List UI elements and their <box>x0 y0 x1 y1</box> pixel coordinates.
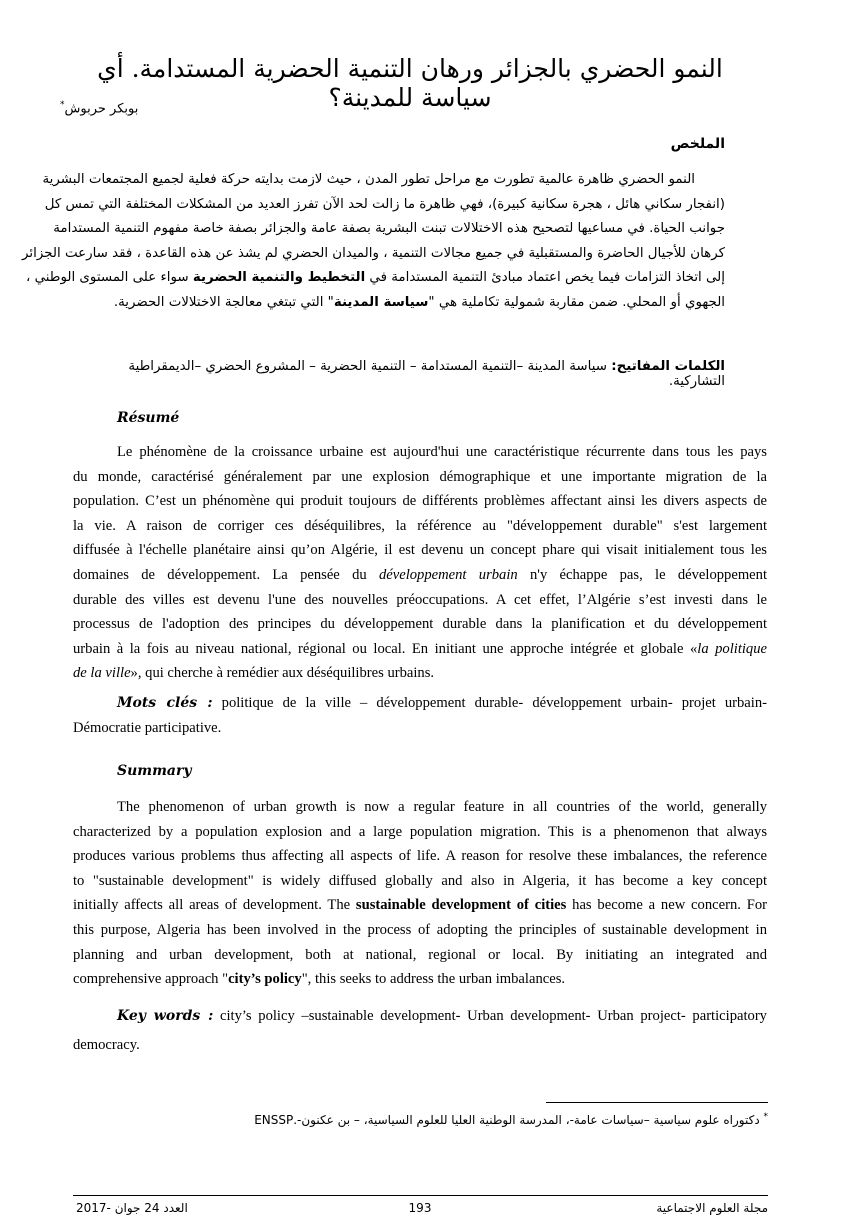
footer-issue: العدد 24 جوان -2017 <box>76 1201 188 1215</box>
author-name: بوبكر حربوش <box>64 101 139 117</box>
french-abstract-line: Le phénomène de la croissance urbaine est aujourd'hui une caractéristique récurrente dans tous les pays <box>117 444 767 460</box>
line-text: initially affects all areas of development. The <box>73 897 356 914</box>
arabic-abstract-heading: الملخص <box>670 136 725 152</box>
french-abstract-line: la vie. A raison de corriger ces déséquilibres, la référence au "développement durable" s'est largement <box>73 517 767 534</box>
arabic-keywords-label: الكلمات المفاتيح: <box>611 359 725 374</box>
bold-phrase: سياسة المدينة <box>333 294 429 310</box>
french-abstract-body <box>73 440 767 686</box>
french-keywords-line <box>73 691 767 716</box>
line-text: domaines de développement. La pensée du <box>73 566 379 583</box>
english-keywords-text: city’s policy –sustainable development- Urban development- Urban project- participatory <box>213 1008 767 1024</box>
author-line <box>60 100 138 116</box>
arabic-keywords-list: سياسة المدينة –التنمية المستدامة – التنمية الحضرية – المشروع الحضري –الديمقراطية التشاركية. <box>128 359 725 389</box>
line-text: الجهوي أو المحلي. ضمن مقاربة شمولية تكاملية هي " <box>428 294 725 310</box>
english-abstract-line: planning and urban development, both at national, regional or local. By initiating an integrated and <box>73 946 767 963</box>
line-text: comprehensive approach " <box>73 971 229 988</box>
french-keywords-line: Démocratie participative. <box>73 719 222 736</box>
line-text: has become a new concern. For <box>566 897 767 914</box>
arabic-abstract-line: (انفجار سكاني هائل ، هجرة سكانية كبيرة)، فهي ظاهرة ما زالت لحد الآن تفرز العديد من المشكلات المختلفة التي تمس كل <box>44 196 725 212</box>
french-abstract-line: du monde, caractérisé généralement par une explosion démographique et une importante migration de la <box>73 468 767 485</box>
italic-phrase: la politique <box>697 640 767 657</box>
footnote <box>254 1112 768 1127</box>
line-text: n'y échappe pas, le développement <box>517 566 767 583</box>
footnote-separator <box>546 1102 768 1103</box>
french-abstract-line: diffusée à l'échelle planétaire ainsi qu’on Algérie, il est devenu un concept phare qui visait initialement tous les <box>73 542 767 559</box>
english-abstract-heading: Summary <box>117 763 192 779</box>
bold-phrase: sustainable development of cities <box>355 897 567 914</box>
footnote-text: دكتوراه علوم سياسية –سياسات عامة-، المدرسة الوطنية العليا للعلوم السياسية، – بن عكنون-.ENSSP <box>254 1113 764 1127</box>
english-abstract-body <box>73 795 767 992</box>
english-keywords <box>73 1002 767 1060</box>
author-footnote-marker: * <box>60 100 65 110</box>
french-abstract-line <box>73 637 767 662</box>
french-abstract-line <box>73 661 767 686</box>
arabic-abstract-line: النمو الحضري ظاهرة عالمية تطورت مع مراحل تطور المدن ، حيث لازمت بدايته حركة فعلية لجميع المجتمعات البشرية <box>42 172 695 187</box>
arabic-abstract-line <box>26 266 725 291</box>
english-abstract-line: The phenomenon of urban growth is now a regular feature in all countries of the world, generally <box>117 799 767 815</box>
english-abstract-line: to "sustainable development" is widely diffused globally and also in Algeria, it has become a key concept <box>73 872 767 889</box>
footer-separator <box>73 1195 768 1196</box>
bold-phrase: التخطيط والتنمية الحضرية <box>192 270 366 286</box>
arabic-abstract-body <box>22 168 725 316</box>
paper-title: النمو الحضري بالجزائر ورهان التنمية الحضرية المستدامة. أي سياسة للمدينة؟ <box>97 54 723 112</box>
french-keywords <box>73 691 767 740</box>
french-abstract-line <box>73 563 767 588</box>
line-text: إلى اتخاذ التزامات فيما يخص اعتماد مبادئ التنمية المستدامة في <box>365 270 725 286</box>
french-keywords-label: Mots clés : <box>117 695 213 711</box>
page-number: 193 <box>408 1201 432 1215</box>
arabic-abstract-line: كرهان للأجيال الحاضرة والمستقبلية في جميع مجالات التنمية ، والميدان الحضري لم يشذ عن هذه القاعدة ، فقد سارعت الجزائر <box>22 245 725 261</box>
footer-journal-name: مجلة العلوم الاجتماعية <box>656 1201 768 1215</box>
french-abstract-heading: Résumé <box>117 410 180 426</box>
english-keywords-line <box>73 1002 767 1031</box>
french-abstract-line: processus de l'adoption des principes du développement durable dans la planification et du développement <box>73 616 767 633</box>
line-text: " التي تبتغي معالجة الاختلالات الحضرية. <box>113 294 334 310</box>
english-keywords-line: democracy. <box>73 1037 140 1053</box>
bold-phrase: city’s policy <box>228 971 302 988</box>
arabic-abstract-line <box>73 291 725 316</box>
line-text: urbain à la fois au niveau national, régional ou local. En initiant une approche intégrée et globale « <box>73 640 698 657</box>
arabic-abstract-line: جوانب الحياة. في مساعيها لتصحيح هذه الاختلالات تبنت البشرية بصفة عامة والجزائر بصفة خاصة مفهوم التنمية المستدامة <box>53 221 725 237</box>
english-abstract-line: this purpose, Algeria has been involved in the process of adopting the principles of sustainable development in <box>73 921 767 938</box>
french-keywords-text: politique de la ville – développement durable- développement urbain- projet urbain- <box>212 695 767 711</box>
italic-phrase: de la ville <box>73 665 131 682</box>
line-text: », qui cherche à remédier aux déséquilibres urbains. <box>130 665 435 682</box>
arabic-keywords <box>73 359 725 389</box>
english-abstract-line <box>73 893 767 918</box>
english-abstract-line: produces various problems thus affecting all aspects of life. A reason for resolve these imbalances, the reference <box>73 848 767 865</box>
english-abstract-line: characterized by a population explosion and a large population migration. This is a phenomenon that always <box>73 823 767 840</box>
french-abstract-line: population. C’est un phénomène qui produit toujours de différents problèmes affectant ainsi les divers aspects de <box>73 493 767 510</box>
french-abstract-line: durable des villes est devenu l'une des nouvelles préoccupations. A cet effet, l’Algérie s’est investi dans le <box>73 591 767 608</box>
footnote-marker: * <box>763 1112 768 1122</box>
english-keywords-label: Key words : <box>117 1008 214 1024</box>
line-text: ", this seeks to address the urban imbalances. <box>301 971 566 988</box>
italic-phrase: développement urbain <box>378 566 518 583</box>
line-text: سواء على المستوى الوطني ، <box>26 270 193 286</box>
english-abstract-line <box>73 967 767 992</box>
